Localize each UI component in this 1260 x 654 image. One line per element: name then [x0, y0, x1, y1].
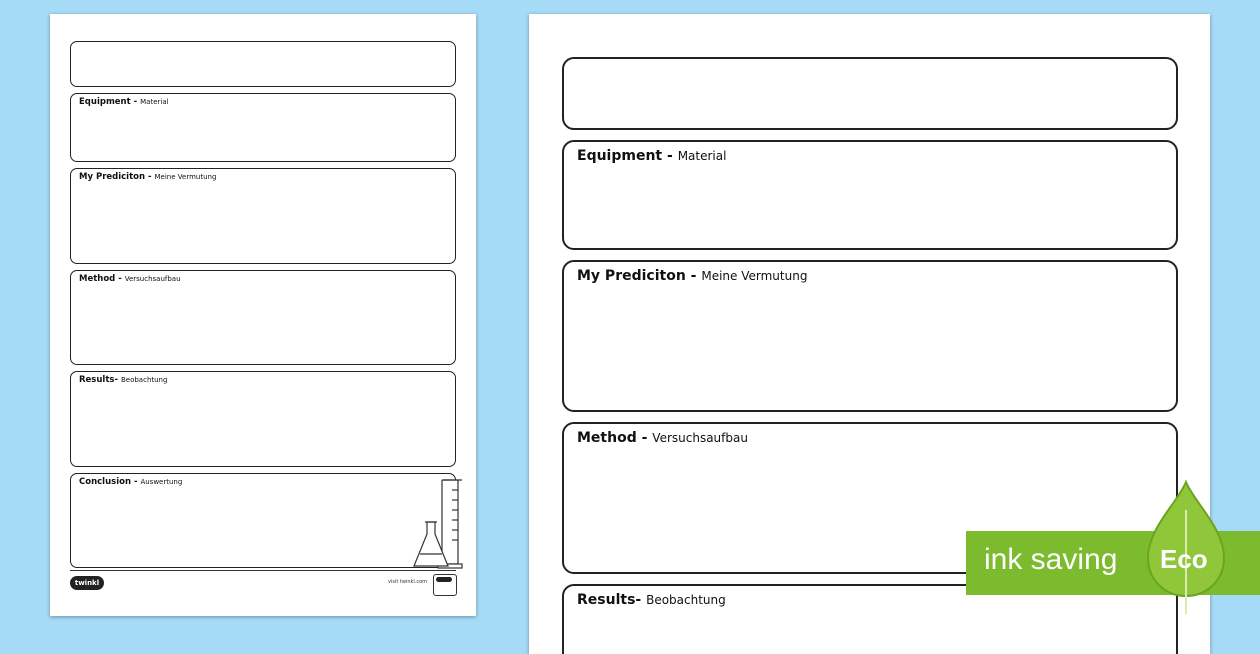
- worksheet-page-preview: [50, 14, 476, 616]
- lab-glassware-illustration: [412, 476, 468, 572]
- prediction-box: [562, 260, 1178, 412]
- prediction-heading: My Prediciton - Meine Vermutung: [577, 268, 808, 284]
- results-heading: Results- Beobachtung: [79, 375, 168, 385]
- title-box: [70, 41, 456, 87]
- eco-label: Eco: [1160, 544, 1208, 574]
- twinkl-logo-icon: twinkl: [70, 576, 104, 590]
- results-box: [70, 371, 456, 467]
- quality-badge-icon: [433, 574, 457, 596]
- equipment-heading: Equipment - Material: [79, 97, 169, 107]
- ink-saving-label: ink saving: [984, 543, 1118, 576]
- equipment-box: [70, 93, 456, 162]
- equipment-box: [562, 140, 1178, 250]
- results-heading: Results- Beobachtung: [577, 592, 726, 608]
- method-heading: Method - Versuchsaufbau: [577, 430, 748, 446]
- footer-url: visit twinkl.com: [388, 579, 428, 585]
- prediction-box: [70, 168, 456, 264]
- method-box: [70, 270, 456, 365]
- conclusion-heading: Conclusion - Auswertung: [79, 477, 183, 487]
- conclusion-box: [70, 473, 456, 568]
- equipment-heading: Equipment - Material: [577, 148, 727, 164]
- method-heading: Method - Versuchsaufbau: [79, 274, 181, 284]
- title-box: [562, 57, 1178, 130]
- prediction-heading: My Prediciton - Meine Vermutung: [79, 172, 217, 182]
- footer-rule: [70, 570, 456, 571]
